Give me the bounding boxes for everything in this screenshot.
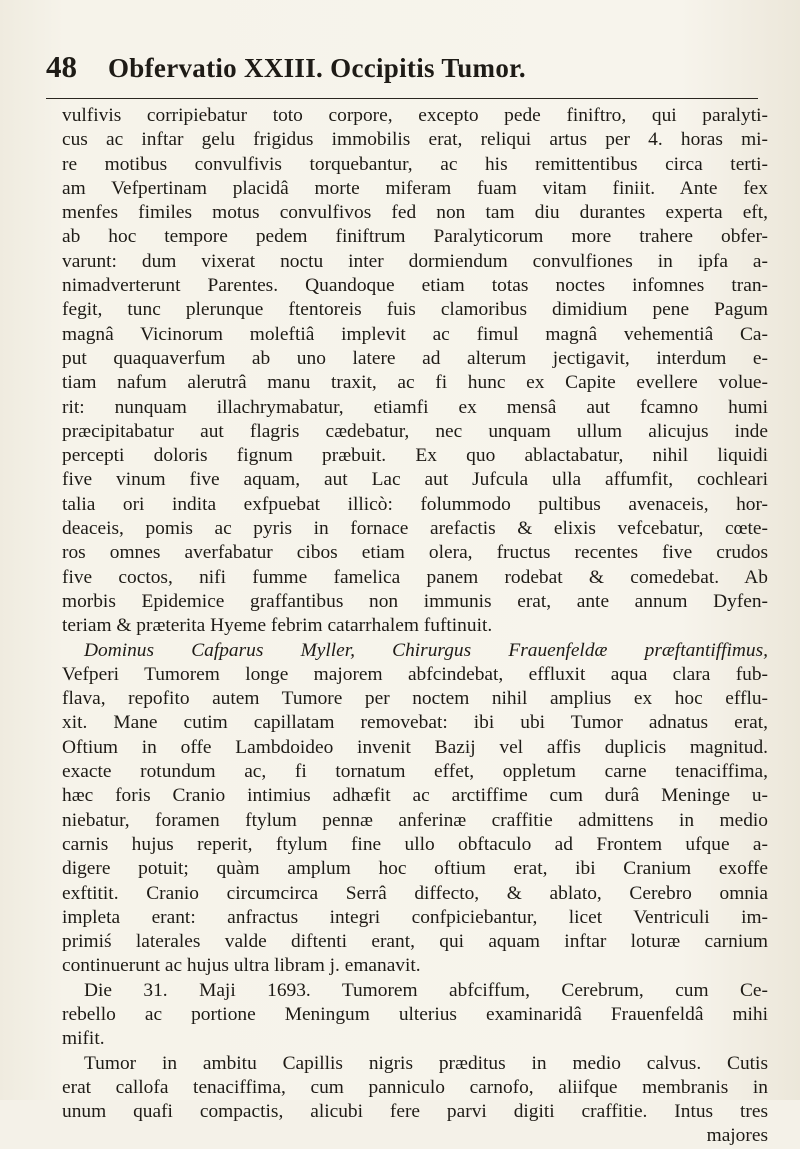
text-line: unum quafi compactis, alicubi fere parvi digiti craffitie. Intus tres [62,1101,768,1123]
text-line: Tumor in ambitu Capillis nigris præditus in medio calvus. Cutis [84,1052,768,1074]
text-line: carnis hujus reperit, ftylum fine ullo obftaculo ad Frontem ufque a- [62,833,768,855]
text-line: continuerunt ac hujus ultra libram j. emanavit. [62,955,421,977]
text-line: magnâ Vicinorum moleftiâ implevit ac fimul magnâ vehementiâ Ca- [62,323,768,345]
text-line: re motibus convulfivis torquebantur, ac his remittentibus circa terti- [62,153,768,175]
page-number: 48 [46,49,77,84]
text-line: Dominus Cafparus Myller, Chirurgus Frauenfeldæ præftantiffimus, [84,639,768,661]
text-line: hæc foris Cranio intimius adhæfit ac arctiffime cum durâ Meninge u- [62,785,768,807]
text-line: flava, repofito autem Tumore per noctem nihil amplius ex hoc efflu- [62,688,768,710]
text-line: nimadverterunt Parentes. Quandoque etiam totas noctes infomnes tran- [62,275,768,297]
text-line: mifit. [62,1028,105,1050]
text-line: primiś laterales valde diftenti erant, qui aquam inftar loturæ carnium [62,931,768,953]
text-line: erat callofa tenaciffima, cum panniculo carnofo, aliifque membranis in [62,1076,768,1098]
text-line: Die 31. Maji 1693. Tumorem abfciffum, Cerebrum, cum Ce- [84,979,768,1001]
text-line: ros omnes averfabatur cibos etiam olera, fructus recentes five crudos [62,542,768,564]
running-head: Obfervatio XXIII. Occipitis Tumor. [108,53,526,83]
text-line: Oftium in offe Lambdoideo invenit Bazij vel affis duplicis magnitud. [62,736,768,758]
text-line: cus ac inftar gelu frigidus immobilis erat, reliqui artus per 4. horas mi- [62,129,768,151]
text-line: niebatur, foramen ftylum pennæ anferinæ craffitie admittens in medio [62,809,768,831]
text-line: menfes fimiles motus convulfivos fed non tam diu durantes experta eft, [62,202,768,224]
text-line: morbis Epidemice graffantibus non immunis erat, ante annum Dyfen- [62,590,768,612]
text-line: put quaquaverfum ab uno latere ad alterum jectigavit, interdum e- [62,347,768,369]
text-line: vulfivis corripiebatur toto corpore, excepto pede finiftro, qui paralyti- [62,105,768,126]
text-line: fegit, tunc plerunque ftentoreis fuis clamoribus dimidium pene Pagum [62,299,768,321]
text-line: præcipitabatur aut flagris cædebatur, nec unquam ullum alicujus inde [62,420,768,442]
text-line: five coctos, nifi fumme famelica panem rodebat & comedebat. Ab [62,566,768,588]
text-line: exacte rotundum ac, fi tornatum effet, oppletum carne tenaciffima, [62,761,768,783]
header-rule [46,98,758,99]
text-line: percepti doloris fignum præbuit. Ex quo ablactabatur, nihil liquidi [62,445,768,467]
text-line: teriam & præterita Hyeme febrim catarrhalem fuftinuit. [62,615,493,637]
text-line: varunt: dum vixerat noctu inter dormiendum convulfiones in ipfa a- [62,250,768,272]
text-line: am Vefpertinam placidâ morte miferam fuam vitam finiit. Ante fex [62,177,768,199]
text-line: impleta erant: anfractus integri confpiciebantur, licet Ventriculi im- [62,906,768,928]
text-line: rebello ac portione Meningum ulterius examinaridâ Frauenfeldâ mihi [62,1003,768,1025]
page-header [46,48,766,92]
text-line: Vefperi Tumorem longe majorem abfcindebat, effluxit aqua clara fub- [62,663,768,685]
text-line: rit: nunquam illachrymabatur, etiamfi ex mensâ aut fcamno humi [62,396,768,418]
text-line: talia ori indita exfpuebat illicò: folummodo pultibus avenaceis, hor- [62,493,768,515]
text-line: ab hoc tempore pedem finiftrum Paralyticorum more trahere obfer- [62,226,768,248]
text-line: tiam nafum alerutrâ manu traxit, ac fi hunc ex Capite evellere volue- [62,372,768,394]
text-line: five vinum five aquam, aut Lac aut Jufcula ulla affumfit, cochleari [62,469,768,491]
text-line: deaceis, pomis ac pyris in fornace arefactis & elixis vefcebatur, cœte- [62,518,768,540]
body-text [62,104,768,1149]
text-line: majores [706,1125,768,1147]
text-line: exftitit. Cranio circumcirca Serrâ diffecto, & ablato, Cerebro omnia [62,882,768,904]
text-line: xit. Mane cutim capillatam removebat: ibi ubi Tumor adnatus erat, [62,712,768,734]
text-line: digere potuit; quàm amplum hoc oftium erat, ibi Cranium exoffe [62,858,768,880]
